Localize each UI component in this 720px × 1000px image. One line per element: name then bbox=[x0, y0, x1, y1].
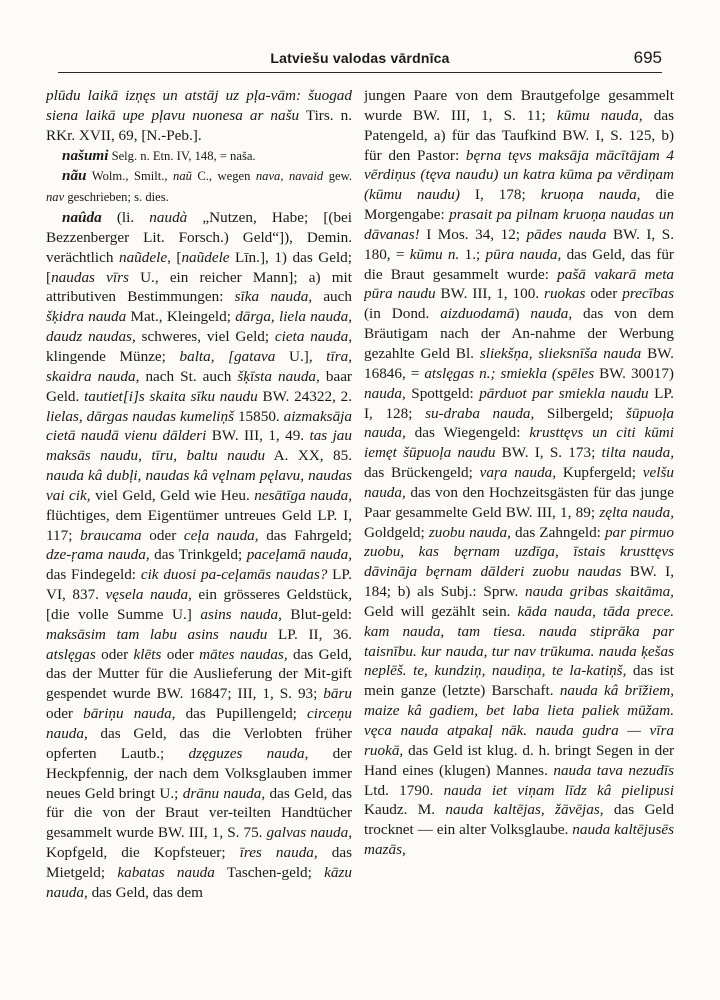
example-text: par pirmuo zuobu, kas bęrnam uzdīga, īstais krusttęvs dāvināja bęrnam dālderi zuobu naudas bbox=[364, 523, 674, 581]
source-ref: BW. 24322, 2. bbox=[257, 387, 352, 405]
entry-text: U., ein reicher Mann]; a) mit attributiven Bestimmungen: bbox=[46, 268, 352, 306]
entry-text: Blut-geld: bbox=[281, 605, 352, 623]
example-text: nauda kâ brīžiem, maize kâ gadiem, bet laba lieta paliek mūžam. vęca nauda atpakaļ nāk. nauda gudra — vīra ruokā, bbox=[364, 682, 674, 759]
entry-form: naũdele bbox=[181, 248, 230, 266]
source-ref: I, 178; bbox=[459, 186, 541, 204]
entry-form: drānu nauda, bbox=[182, 784, 266, 802]
entry-form: ceļa nauda, bbox=[183, 526, 259, 544]
entry-text: das Zahngeld: bbox=[510, 523, 605, 541]
entry-nauda bbox=[46, 208, 352, 903]
entry-form: šķidra nauda bbox=[46, 308, 127, 326]
entry-text: klingende Münze; bbox=[46, 347, 180, 365]
entry-form: nauda, bbox=[364, 384, 406, 402]
entry-form: īres nauda, bbox=[239, 844, 318, 862]
entry-text: baar Geld. bbox=[46, 367, 352, 405]
example-text: nauda gribas skaitāma, bbox=[525, 583, 674, 601]
entry-text: Geld will gezählt sein. bbox=[364, 602, 518, 620]
entry-form: aizduodamā bbox=[440, 305, 515, 323]
entry-form: bāru bbox=[323, 685, 352, 703]
entry-text: oder bbox=[141, 526, 184, 544]
entry-text: ) bbox=[514, 305, 531, 323]
entry-text: das von dem Bräutigam nach der An-nahme der Werbung gezahlte Geld Bl. bbox=[364, 305, 674, 362]
entry-text: Kupfergeld; bbox=[556, 464, 643, 482]
source-ref: A. XX, 85. bbox=[265, 447, 352, 465]
headword: našumi bbox=[62, 146, 109, 164]
headword: naûda bbox=[62, 209, 102, 227]
entry-form: kūmu nauda, bbox=[556, 106, 643, 124]
entry-text: das Fahrgeld; bbox=[258, 526, 352, 544]
entry-form: asins nauda, bbox=[200, 605, 282, 623]
entry-text: Wolm., Smilt., bbox=[86, 169, 174, 184]
entry-form: kruoņa nauda, bbox=[540, 186, 641, 204]
entry-form: ruokas bbox=[544, 285, 586, 303]
entry-text: Kopfgeld, die Kopfsteuer; bbox=[46, 844, 240, 862]
entry-form: kāzu nauda, bbox=[46, 863, 352, 901]
entry-form: atslęgas n.; smiekla (spēles bbox=[424, 364, 595, 382]
entry-text: das ist mein ganze (letzte) Barschaft. bbox=[364, 662, 674, 700]
entry-form: mātes naudas, bbox=[199, 645, 288, 663]
entry-form: sliekšņa, slieksnīša nauda bbox=[479, 344, 642, 362]
entry-form: nauda, bbox=[530, 305, 573, 323]
entry-text: oder bbox=[585, 285, 623, 303]
example-text: pārduot par smiekla naudu bbox=[479, 384, 649, 402]
example-text: lielas, dārgas naudas kumeliņš bbox=[46, 407, 235, 425]
entry-text: das Pupillengeld; bbox=[175, 705, 307, 723]
entry-text: nach St. auch bbox=[139, 367, 238, 385]
source-ref: Tirs. n. RKr. XVII, 69, [N.-Peb.]. bbox=[46, 106, 352, 144]
entry-form: nesātīga nauda, bbox=[254, 486, 352, 504]
entry-form: naudas vīrs bbox=[51, 268, 129, 286]
entry-text: Taschen-geld; bbox=[214, 863, 325, 881]
entry-form: galvas nauda, bbox=[266, 824, 352, 842]
example-text: tautiet[i]s skaita sīku naudu bbox=[84, 387, 258, 405]
entry-form: bāriņu nauda, bbox=[83, 705, 176, 723]
example-text: nauda iet viņam līdz kâ pielipusi bbox=[443, 781, 674, 799]
entry-text: , [ bbox=[167, 248, 182, 266]
example-text: kāda nauda, tāda prece. kam nauda, tam tiesa. nauda stiprāka par taisnību. kur nauda, tur nav trūkuma. nauda ķešas neplēš. te, kundziņ, naudiņa, te la-katiņš, bbox=[364, 602, 674, 680]
entry-text: das Geld, das der Mutter für die Auslieferung der Mit-gift gespendet wurde BW. 16847; III, 1, S. 93; bbox=[46, 645, 352, 703]
example-text: bęrna tęvs maksāja mācītājam 4 vērdiņus (tęva naudu) un katra kūma pa vērdiņam (kūmu naudu) bbox=[364, 146, 674, 204]
entry-form: šķīsta nauda, bbox=[237, 367, 320, 385]
entry-form: nav bbox=[46, 190, 65, 205]
left-column bbox=[46, 86, 352, 986]
entry-form: braucama bbox=[80, 526, 142, 544]
example-text: tas jau maksās naudu, tīru, baltu naudu bbox=[46, 427, 352, 465]
entry-form: kūmu n. bbox=[409, 245, 460, 263]
entry-form: tīra, skaidra nauda, bbox=[46, 347, 352, 385]
entry-text: gew. bbox=[323, 169, 352, 184]
source-ref: Ltd. 1790. bbox=[364, 781, 444, 799]
entry-text: die Morgengabe: bbox=[364, 186, 674, 224]
entry-form: atslęgas bbox=[46, 645, 96, 663]
entry-text: das Wiegengeld: bbox=[405, 424, 530, 442]
entry-text: C., wegen bbox=[191, 169, 256, 184]
entry-form: velšu nauda, bbox=[364, 464, 674, 501]
entry-form: zuobu nauda, bbox=[428, 523, 511, 541]
example-text: plūdu laikā izņęs un atstāj uz pļa-vām: šuogad siena laikā upe pļavu nuonesa ar našu bbox=[46, 87, 352, 124]
right-column bbox=[364, 86, 674, 986]
entry-form: dārga, liela nauda, daudz naudas, bbox=[46, 308, 352, 346]
entry-text: U.], bbox=[275, 347, 327, 365]
example-text: cik duosi pa-ceļamās naudas? bbox=[140, 566, 328, 584]
entry-form: tilta nauda, bbox=[601, 444, 674, 462]
entry-text: schweres, viel Geld; bbox=[135, 328, 275, 346]
entry-form: naudà bbox=[149, 209, 188, 227]
example-text: nauda kaltējusēs mazās, bbox=[364, 821, 674, 859]
entry-form: zęlta nauda, bbox=[599, 503, 674, 521]
entry-form: naũ bbox=[173, 169, 192, 184]
headword: nãu bbox=[62, 167, 87, 185]
source-ref: Kaudz. M. bbox=[364, 801, 446, 819]
entry-continuation bbox=[46, 86, 352, 146]
entry-form: nava, navaid bbox=[255, 169, 324, 184]
entry-text: das Geld, das für die Braut gesammelt wurde: bbox=[364, 245, 674, 283]
entry-text: das Findegeld: bbox=[46, 566, 141, 584]
entry-našumi bbox=[46, 146, 352, 167]
entry-text: oder bbox=[161, 645, 200, 663]
entry-text: Spottgeld: bbox=[405, 384, 480, 402]
entry-form: cieta nauda, bbox=[274, 328, 352, 346]
entry-text: das Geld, das für die von der Braut ver-teilten Handtücher gesammelt wurde BW. III, 1, S. 75. bbox=[46, 784, 352, 842]
entry-form: su-draba nauda, bbox=[425, 404, 535, 422]
entry-form: vaŗa nauda, bbox=[479, 464, 557, 482]
entry-text: Mat., Kleingeld; bbox=[126, 308, 236, 326]
entry-text: (li. bbox=[101, 209, 150, 227]
entry-form: klēts bbox=[133, 645, 162, 663]
entry-text: BW. 16846, = bbox=[364, 344, 674, 382]
source-ref: LP. I, 128; bbox=[364, 384, 674, 422]
entry-form: circeņu nauda, bbox=[46, 705, 352, 742]
entry-form: pādes nauda bbox=[526, 225, 607, 243]
entry-form: paceļamā nauda, bbox=[246, 546, 352, 564]
example-text: maksāsim tam labu asins naudu bbox=[46, 625, 268, 643]
entry-text: (in Dond. bbox=[364, 305, 441, 323]
entry-text: das von den Hochzeitsgästen für das junge Paar gesammelte Geld BW. III, 1, 89; bbox=[364, 483, 674, 521]
entry-form: balta, [gatava bbox=[179, 347, 276, 365]
page-number: 695 bbox=[633, 48, 662, 67]
source-ref: BW. III, 1, 100. bbox=[435, 285, 545, 303]
source-ref: BW. 30017) bbox=[594, 364, 674, 382]
entry-text: oder bbox=[95, 645, 134, 663]
entry-text: 1.; bbox=[459, 245, 486, 263]
running-header bbox=[58, 50, 662, 73]
source-ref: 15850. bbox=[234, 407, 284, 425]
example-text: prasait pa pilnam kruoņa naudas un dāvanas! bbox=[364, 206, 674, 243]
entry-text: das Patengeld, a) für das Taufkind BW. I, S. 125, b) für den Pastor: bbox=[364, 106, 674, 164]
entry-text: Selg. n. Etn. IV, 148, = naša. bbox=[108, 148, 256, 163]
entry-text: BW. I, S. 180, = bbox=[364, 225, 674, 263]
entry-form: naũdele bbox=[118, 248, 168, 266]
entry-text: Goldgeld; bbox=[364, 523, 429, 541]
entry-nau bbox=[46, 166, 352, 208]
entry-text: das Geld, das die Verlobten früher opferten Lautb.; bbox=[46, 725, 352, 762]
entry-text: das Mietgeld; bbox=[46, 844, 352, 881]
source-ref: LP. II, 36. bbox=[267, 625, 352, 643]
entry-form: šūpuoļa nauda, bbox=[364, 404, 674, 442]
entry-form: dze-ŗama nauda, bbox=[46, 546, 150, 564]
entry-form: sīka nauda, bbox=[234, 288, 313, 306]
example-text: pašā vakarā meta pūra naudu bbox=[364, 265, 674, 303]
example-text: nauda kâ dubļi, naudas kâ vęlnam pęlavu, naudas vai cik, bbox=[46, 467, 352, 504]
source-ref: BW. I, S. 173; bbox=[495, 444, 602, 462]
entry-form: kabatas nauda bbox=[117, 863, 215, 881]
entry-form: precības bbox=[622, 285, 674, 303]
example-text: aizmaksāja cietā naudā vienu dālderi bbox=[46, 407, 352, 445]
entry-text: das Geld ist klug. d. h. bringt Segen in der Hand eines (klugen) Mannes. bbox=[364, 741, 674, 779]
example-text: nauda kaltējas, žāvējas, bbox=[445, 801, 604, 819]
entry-text: oder bbox=[46, 705, 84, 723]
entry-nauda-continued bbox=[364, 86, 674, 860]
entry-text: „Nutzen, Habe; [(bei Bezzenberger Lit. Forsch.) Geld“]), Demin. verächtlich bbox=[46, 209, 352, 266]
entry-form: pūra nauda, bbox=[485, 245, 562, 263]
entry-text: BW. I, 184; b) als Subj.: Sprw. bbox=[364, 563, 674, 601]
source-ref: I Mos. 34, 12; bbox=[419, 225, 527, 243]
entry-text: jungen Paare von dem Brautgefolge gesammelt wurde BW. III, 1, S. 11; bbox=[364, 87, 674, 124]
entry-text: viel Geld, Geld wie Heu. bbox=[90, 486, 255, 504]
entry-text: Silbergeld; bbox=[534, 404, 626, 422]
entry-text: geschrieben; s. dies. bbox=[64, 190, 169, 205]
entry-text: auch bbox=[312, 288, 352, 306]
entry-text: ein grösseres Geldstück, [die volle Summe U.] bbox=[46, 586, 352, 623]
source-ref: BW. III, 1, 49. bbox=[206, 427, 310, 445]
entry-text: das Geld, das dem bbox=[87, 883, 203, 901]
entry-text: das Geld trocknet — ein alter Volksglaube. bbox=[364, 801, 674, 839]
source-ref: LP. VI, 837. bbox=[46, 566, 352, 604]
running-title: Latviešu valodas vārdnīca bbox=[270, 50, 450, 66]
entry-form: vęsela nauda, bbox=[105, 586, 192, 604]
entry-text: Līn.], 1) das Geld; [ bbox=[46, 248, 352, 286]
entry-text: das Trinkgeld; bbox=[149, 546, 247, 564]
entry-form: dzęguzes nauda, bbox=[188, 744, 309, 762]
entry-text: der Heckpfennig, der nach dem Volksglauben immer neues Geld bringt U.; bbox=[46, 744, 352, 802]
example-text: krusttęvs un citi kūmi iemęt šūpuoļa naudu bbox=[364, 424, 674, 462]
entry-text: flüchtiges, dem Eigentümer untreues Geld LP. I, 117; bbox=[46, 506, 352, 544]
example-text: nauda tava nezudīs bbox=[553, 761, 674, 779]
entry-text: das Brückengeld; bbox=[364, 464, 480, 482]
